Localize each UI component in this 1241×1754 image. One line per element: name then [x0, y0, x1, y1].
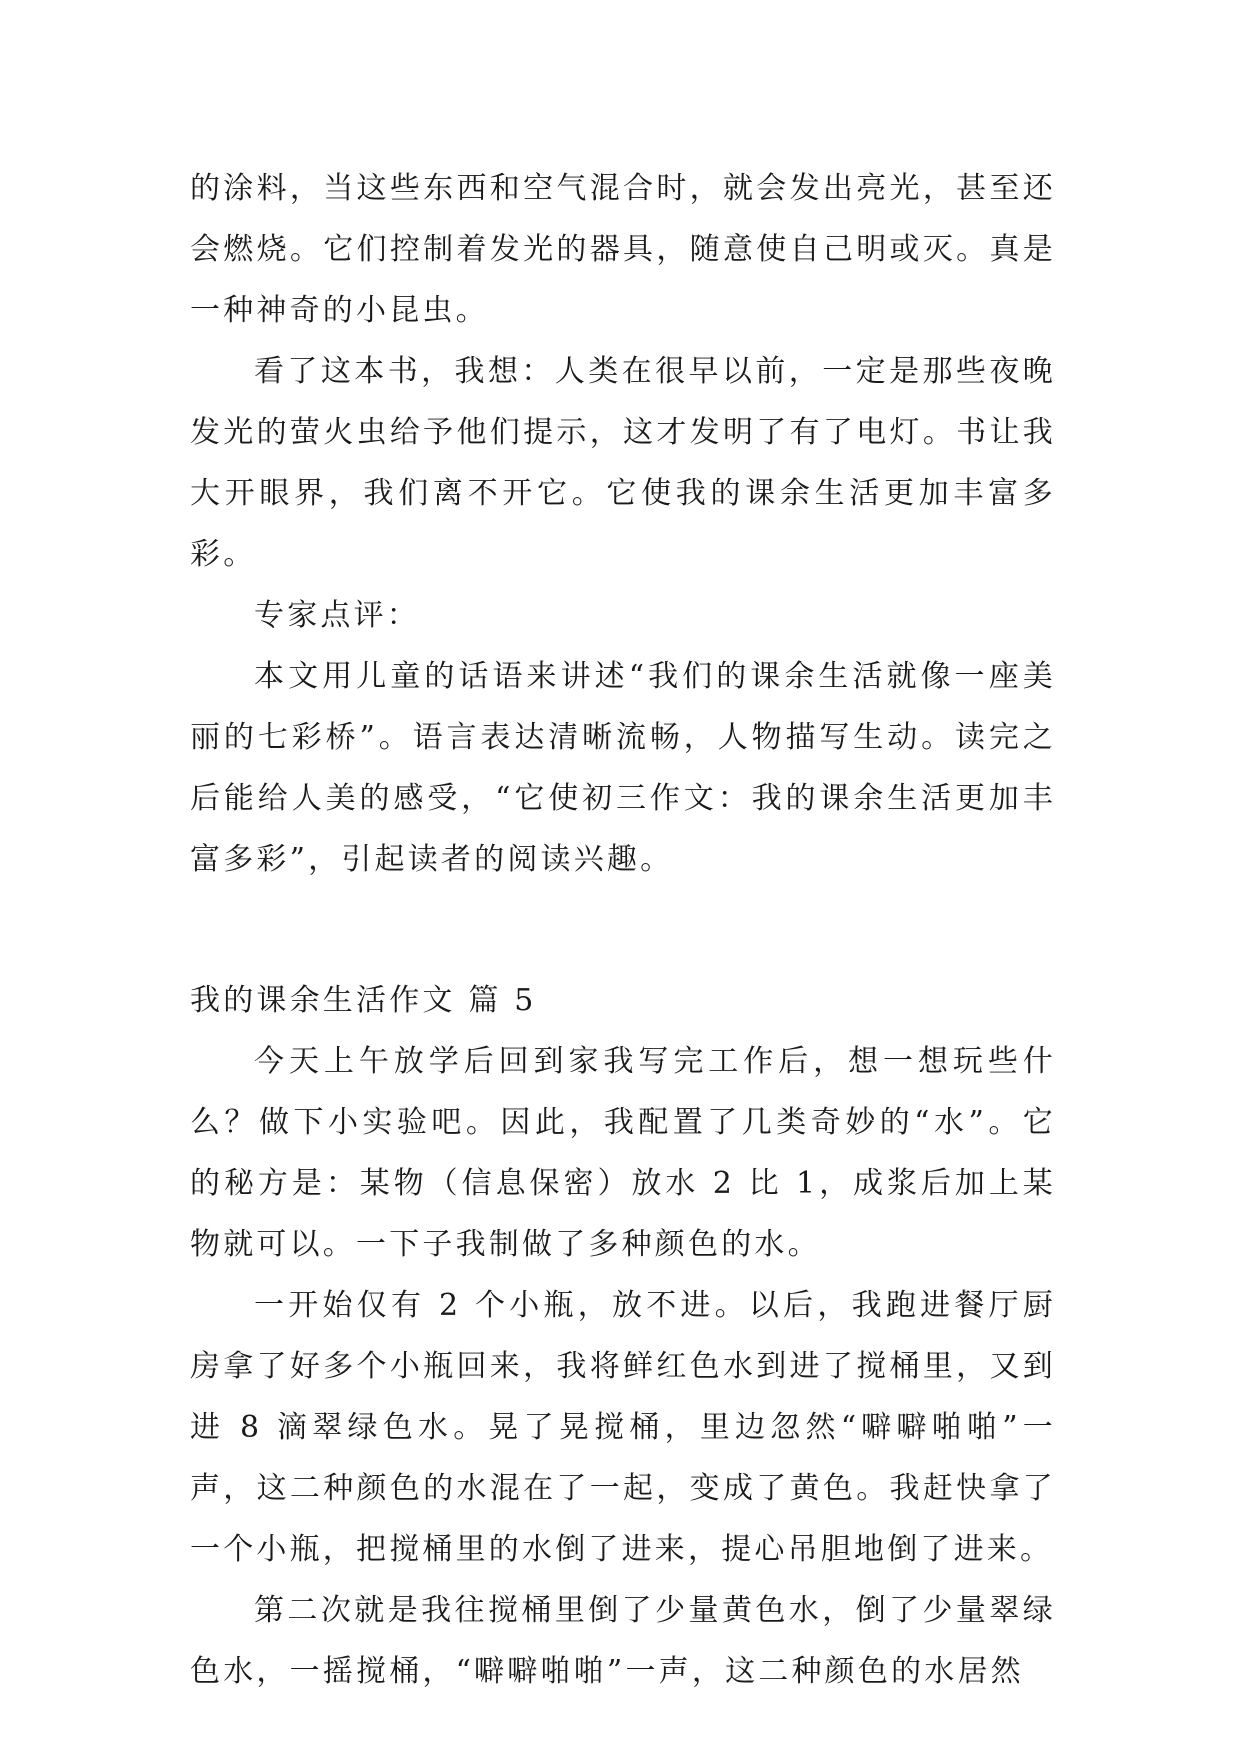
section-title: 我的课余生活作文 篇 5	[190, 983, 537, 1018]
paragraph: 第二次就是我往搅桶里倒了少量黄色水，倒了少量翠绿色水，一摇搅桶，“噼噼啪啪”一声，这二种颜色的水居然	[190, 1593, 1056, 1689]
paragraph: 看了这本书，我想：人类在很早以前，一定是那些夜晚发光的萤火虫给予他们提示，这才发明了有了电灯。书让我大开眼界，我们离不开它。它使我的课余生活更加丰富多彩。	[190, 354, 1056, 572]
expert-comment-label: 专家点评：	[254, 598, 420, 633]
section-gap	[190, 890, 1056, 970]
paragraph-fragment: 的涂料，当这些东西和空气混合时，就会发出亮光，甚至还会燃烧。它们控制着发光的器具，随意使自己明或灭。真是一种神奇的小昆虫。	[190, 171, 1056, 328]
expert-comment: 本文用儿童的话语来讲述“我们的课余生活就像一座美丽的七彩桥”。语言表达清晰流畅，人物描写生动。读完之后能给人美的感受，“它使初三作文：我的课余生活更加丰富多彩”，引起读者的阅读兴趣。	[190, 659, 1056, 877]
document-page	[190, 158, 1056, 1702]
paragraph: 一开始仅有 2 个小瓶，放不进。以后，我跑进餐厅厨房拿了好多个小瓶回来，我将鲜红色水到进了搅桶里，又到进 8 滴翠绿色水。晃了晃搅桶，里边忽然“噼噼啪啪”一声，这二种颜色的水混在了一起，变成了黄色。我赶快拿了一个小瓶，把搅桶里的水倒了进来，提心吊胆地倒了进来。	[190, 1288, 1056, 1567]
paragraph: 今天上午放学后回到家我写完工作后，想一想玩些什么？做下小实验吧。因此，我配置了几类奇妙的“水”。它的秘方是：某物（信息保密）放水 2 比 1，成浆后加上某物就可以。一下子我制做了多种颜色的水。	[190, 1044, 1056, 1262]
